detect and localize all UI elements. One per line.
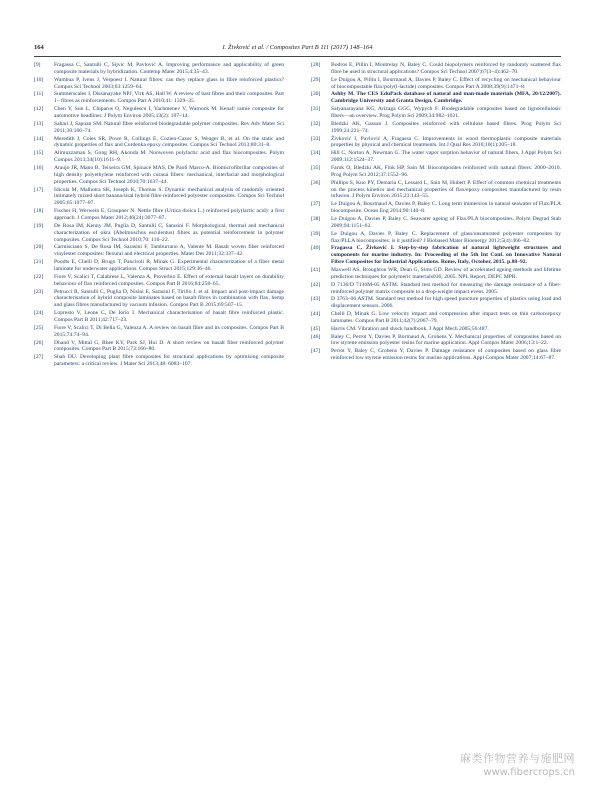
reference-item bbox=[311, 296, 561, 310]
reference-item bbox=[311, 334, 561, 348]
watermark bbox=[460, 750, 575, 778]
reference-number: [35] bbox=[311, 164, 321, 171]
reference-text: Meredith J, Coles SR, Powe R, Collings E, Cozien-Cazuc S, Weager B, et al. On the static and dynamic properties of flax and Cordenka epoxy composites. Compos Sci Technol 2013;80:31–8. bbox=[54, 135, 284, 149]
reference-item bbox=[34, 259, 284, 273]
header-rule bbox=[34, 56, 561, 57]
reference-item bbox=[34, 187, 284, 208]
reference-text: Chen Y, Sun L, Chiparus O, Negulescu I, Yachmenev V, Warnock M. Kenaf/ ramie composite for automotive headliner. J Polym Environ 2005;13(2): 107–14. bbox=[54, 106, 284, 120]
reference-item bbox=[34, 91, 284, 105]
reference-text: Le Duigou A, Bourmaud A, Davies P, Baley C. Long term immersion in natural seawater of Flax/PLA biocomposite. Ocean Eng 2014;90:140–8. bbox=[331, 201, 561, 215]
reference-number: [19] bbox=[34, 222, 44, 229]
reference-text: Summerscales J, Dissanayake NPJ, Virk AS, Hall W. A review of bast fibres and their composites. Part 1– fibres as reinforcements. Compos Part A 2010;41: 1329–35. bbox=[54, 91, 284, 105]
reference-number: [22] bbox=[34, 273, 44, 280]
page-header bbox=[34, 44, 561, 56]
reference-text: Lopresto V, Leone C, De Iorio I. Mechanical characterisation of basalt fibre reinforced plastic. Compos Part B 2011;42:717–23. bbox=[54, 310, 284, 324]
reference-number: [31] bbox=[311, 106, 321, 113]
reference-number: [38] bbox=[311, 215, 321, 222]
reference-item bbox=[311, 106, 561, 120]
reference-item bbox=[34, 354, 284, 368]
reference-text: Le Duigou A, Davies P, Baley C. Replacement of glass/unsaturated polyester composites by flax/PLLA biocomposites: is it justified? J Biobased Mater Bioenergy 2012;5(4):466–82. bbox=[331, 230, 561, 244]
reference-item bbox=[34, 136, 284, 150]
reference-item bbox=[311, 136, 561, 150]
reference-item bbox=[311, 231, 561, 245]
reference-item bbox=[311, 201, 561, 215]
reference-item bbox=[311, 165, 561, 179]
reference-text: Carmisciano S, De Rosa IM, Sarasini F, Tamburrano A, Valente M. Basalt woven fiber reinforced vinylester composites: flexural and electrical properties. Mater Des 2011;32:337–42. bbox=[54, 244, 284, 258]
reference-item bbox=[34, 289, 284, 310]
reference-number: [37] bbox=[311, 201, 321, 208]
reference-item bbox=[34, 121, 284, 135]
reference-text: Baley C, Perrot Y, Davies P, Bormaud A, Grohens Y. Mechanical properties of composites based on low styrene emission polyester resins for marine application. Appl Compos Mater 2006;13:1–22. bbox=[331, 333, 561, 347]
reference-number: [30] bbox=[311, 91, 321, 98]
reference-item bbox=[311, 91, 561, 105]
reference-item bbox=[34, 274, 284, 288]
reference-item bbox=[311, 180, 561, 201]
reference-item bbox=[34, 77, 284, 91]
reference-text: Bledzki AK, Gassan J. Composites reinforced with cellulose based fibres. Prog Polym Sci 1999;24:221–74. bbox=[331, 120, 561, 134]
reference-text: Dhand V, Mittal G, Rhee KY, Park SJ, Hui D. A short review on basalt fiber reinforced polymer composites. Compos Part B 2015;73:166–80. bbox=[54, 339, 284, 353]
watermark-url: www.fibercrops.cn bbox=[483, 767, 575, 778]
reference-number: [23] bbox=[34, 288, 44, 295]
reference-number: [45] bbox=[311, 325, 321, 332]
reference-number: [46] bbox=[311, 333, 321, 340]
reference-item bbox=[311, 282, 561, 296]
reference-text: Hill C, Norton A, Newman G. The water vapor sorption behavior of natural fibers. J Appl Polym Sci 2009;112:1524–37. bbox=[331, 150, 561, 164]
reference-text: Perrot Y, Baley C, Grohens Y, Davies P. Damage resistance of composites based on glass fibre reinforced low styrene emission resins for marine applications. Appl Compos Mater 2007;14:67–87. bbox=[331, 348, 561, 362]
reference-item bbox=[311, 326, 561, 333]
reference-text: Alimuzzaman S, Gong RH, Akonda M. Nonwoven polylactic acid and flax biocomposites. Polym Compos 2013;34(10):1611–9. bbox=[54, 150, 284, 164]
reference-text: Le Duigou A, Davies P, Baley C. Seawater ageing of Flax/PLA biocomposites. Polym Degrad Stab 2009;94:1151–62. bbox=[331, 215, 561, 229]
reference-item bbox=[311, 245, 561, 266]
reference-number: [36] bbox=[311, 179, 321, 186]
reference-number: [25] bbox=[34, 324, 44, 331]
reference-item bbox=[311, 62, 561, 76]
reference-text: Phillips S, Kuo PY, Demaria C, Lessard L, Sain M, Hubert P. Effect of common chemical treatments on the process kinetics and mechanical properties of flax/epoxy composites manufactured by resin infusion. J Polym Environ 2015;23:143–55. bbox=[331, 179, 561, 200]
reference-text: Satyanarayana KG, Arizaga GGC, Wypych F. Biodegradable composites based on lignocellulosic fibers—an overview. Prog Polym Sci 2009;34:982–1021. bbox=[331, 106, 561, 120]
reference-number: [10] bbox=[34, 76, 44, 83]
reference-text: Poodts E, Chelli D, Brugo T, Panciroli R, Minak G. Experimental characterization of a fiber metal laminate for underwater applications. Compos Struct 2015;129:36–46. bbox=[54, 259, 284, 273]
reference-text: Shah DU. Developing plant fibre composites for structural applications by optimising composite parameters: a critical review. J Mater Sci 2013;48: 6083–107. bbox=[54, 354, 284, 368]
reference-number: [11] bbox=[34, 91, 44, 98]
reference-item bbox=[34, 340, 284, 354]
reference-number: [26] bbox=[34, 339, 44, 346]
reference-number: [24] bbox=[34, 310, 44, 317]
reference-item bbox=[311, 216, 561, 230]
references-right-column bbox=[311, 62, 561, 363]
watermark-chinese: 麻类作物营养与施肥网 bbox=[460, 752, 575, 765]
reference-text: Chelli D, Minak G. Low velocity impact and compression after impact tests on thin carbon/epoxy laminates. Compos Part B 2011;42(7):2067–79. bbox=[331, 311, 561, 324]
reference-text: Petrucci R, Santulli C, Puglia D, Nisini E, Sarasini F, Tirillo J, et al. Impact and post-impact damage characterisation of hybrid composite laminates based on basalt fibres in combination with flax, hemp and glass fibres manufactured by vacuum infusion. Compos Part B 2015;69:507–15. bbox=[54, 288, 284, 309]
references-left-column bbox=[34, 62, 284, 369]
reference-number: [21] bbox=[34, 259, 44, 266]
reference-item bbox=[34, 223, 284, 244]
reference-number: [9] bbox=[34, 62, 41, 68]
reference-item bbox=[311, 121, 561, 135]
reference-text: Fiore V, Scalici T, Calabrese L, Valenza A, Proverbio E. Effect of external basalt layers on durability behaviour of flax reinforced composites. Compos Part B 2016;84:258–65. bbox=[54, 273, 284, 287]
reference-number: [39] bbox=[311, 230, 321, 237]
reference-number: [17] bbox=[34, 186, 44, 193]
reference-text: Wambua P, Ivens J, Verpoest I. Natural fibres: can they replace glass in fibre reinforced plastics? Compos Sci Technol 2003;63:1259–64. bbox=[54, 76, 284, 90]
reference-number: [33] bbox=[311, 135, 321, 142]
reference-number: [32] bbox=[311, 120, 321, 127]
reference-text: Idicula M, Malhotra SK, Joseph K, Thomas S. Dynamic mechanical analysis of randomly oriented intimately mixed short banana/sisal hybrid fibre reinforced polyester composites. Compos Sci Technol 2005;65:1077–87. bbox=[54, 186, 284, 207]
reference-text: Maxwell AS, Broughton WR, Dean G, Sims GD. Review of accelerated ageing methods and lifetime prediction techniques for polymeric materials036; 2005. NPL Report, DEPC MPR. bbox=[331, 266, 561, 280]
reference-text: D 7136/D 7136M-05 ASTM. Standard test method for measuring the damage resistance of a fiber-reinforced polymer matrix composite to a drop-weight impact event. 2005. bbox=[331, 281, 561, 295]
reference-text: Živković I, Pavlović A, Fragassa C. Improvements in wood thermoplastic composite materials properties by physical and chemical treatments. Int J Qual Res 2016;10(1):205–18. bbox=[331, 135, 561, 149]
reference-number: [40] bbox=[311, 245, 321, 252]
reference-item bbox=[34, 150, 284, 164]
reference-text: Faruk O, Bledzki AK, Fink HP, Sain M. Biocomposites reinforced with natural fibers: 2000–2010. Prog Polym Sci 2012;37:1552–96. bbox=[331, 164, 561, 178]
reference-text: Fiore V, Scalici T, Di Bella G, Valenza A. A review on basalt fibre and its composites. Compos Part B 2015;74:74–94. bbox=[54, 324, 284, 338]
reference-text: Araujo JR, Mano B, Teixeira GM, Spinacé MAS, De Paoli Marco-A. Biomicrofibrillar composites of high density polyethylene reinforced with curauá fibers: mechanical, interfacial and morphological properties. Compos Sci Technol 2010;70:1637–44. bbox=[54, 164, 284, 185]
reference-item bbox=[311, 348, 561, 362]
reference-item bbox=[34, 106, 284, 120]
reference-number: [20] bbox=[34, 244, 44, 251]
reference-number: [14] bbox=[34, 135, 44, 142]
reference-text: Sahari J, Sapuan SM. Natural fibre reinforced biodegradable polymer composites. Rev Adv Mater Sci 2011;30:166–74. bbox=[54, 120, 284, 134]
reference-number: [42] bbox=[311, 281, 321, 288]
reference-text: Ashby M. The CES EduPack database of natural and man-made materials (MFA, 20/12/2007). Cambridge University and Granta Design, Cambridge. bbox=[331, 91, 561, 105]
reference-number: [41] bbox=[311, 266, 321, 273]
reference-number: [29] bbox=[311, 76, 321, 83]
reference-text: Fischer H, Werwein E, Graupner N. Nettle fibre (Urtica dioica L.) reinforced poly(lactic acid): a first approach. J Compos Mater 2012;46(24):3077–87. bbox=[54, 208, 284, 222]
reference-number: [18] bbox=[34, 208, 44, 215]
reference-number: [12] bbox=[34, 106, 44, 113]
reference-number: [34] bbox=[311, 150, 321, 157]
reference-item bbox=[34, 325, 284, 339]
reference-number: [13] bbox=[34, 120, 44, 127]
reference-number: [27] bbox=[34, 354, 44, 361]
reference-text: Le Duigou A, Pillin I, Bourmaud A, Davies P, Baley C. Effect of recycling on mechanical behaviour of biocompostable flax/poly(l-lactide) composites. Compos Part A 2008;39(9):1471–8. bbox=[331, 76, 561, 90]
reference-number: [16] bbox=[34, 164, 44, 171]
reference-number: [44] bbox=[311, 311, 321, 318]
page-number: 164 bbox=[34, 44, 44, 51]
reference-item bbox=[311, 311, 561, 325]
reference-item bbox=[34, 244, 284, 258]
reference-text: De Rosa IM, Kenny JM, Puglia D, Santulli C, Sarasini F. Morphological, thermal and mechanical characterization of okra (Abelmoschus esculentus) fibres as potential reinforcement in polymer composites. Compos Sci Technol 2010;70: 116–22. bbox=[54, 222, 284, 243]
reference-text: Harris CM. Vibration and shock handbook. J Appl Mech 2005;56:487. bbox=[331, 325, 489, 332]
reference-text: Fragassa C, Živković I. Step-by-step fabrication of natural lightweight structures and components for marine industry. In: Proceeding of the 5th Int Conf. on Innovative Natural Fibre Composites for Industrial Applications. Rome, Italy, October, 2015. p.88–92. bbox=[331, 245, 561, 266]
reference-item bbox=[311, 77, 561, 91]
running-title: I. Živković et al. / Composites Part B 111 (2017) 148–164 bbox=[222, 44, 373, 51]
reference-item bbox=[34, 165, 284, 186]
reference-number: [47] bbox=[311, 348, 321, 355]
reference-number: [28] bbox=[311, 62, 321, 68]
reference-number: [15] bbox=[34, 150, 44, 157]
reference-text: Fragassa C, Santulli C, Sijvic M, Pavlović A. Improving performance and applicability of green composite materials by hybridization. Contemp Mater 2015;4:35–43. bbox=[54, 62, 284, 75]
reference-text: Bodros E, Pillin I, Montrelay N, Baley C. Could biopolymers reinforced by randomly scattered flax fibre be used in structural applications? Compos Sci Technol 2007;67(3–4):462–70. bbox=[331, 62, 561, 75]
reference-item bbox=[311, 267, 561, 281]
reference-item bbox=[34, 62, 284, 76]
reference-text: D 3763–06 ASTM. Standard test method for high speed puncture properties of plastics using load and displacement sensors. 2006. bbox=[331, 296, 561, 310]
reference-item bbox=[34, 208, 284, 222]
reference-number: [43] bbox=[311, 296, 321, 303]
reference-item bbox=[34, 310, 284, 324]
reference-item bbox=[311, 150, 561, 164]
